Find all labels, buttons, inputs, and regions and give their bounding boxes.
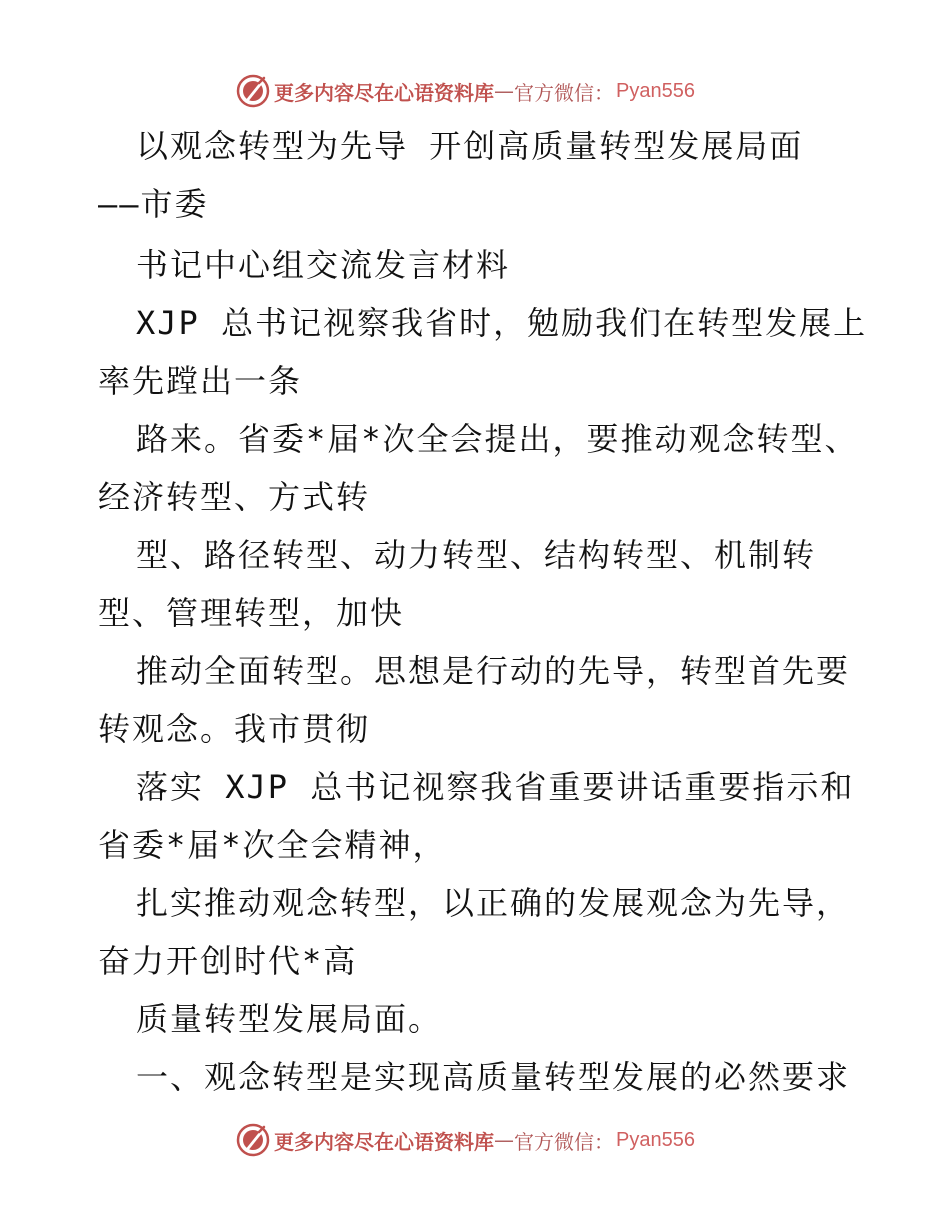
quill-seal-icon	[236, 74, 270, 108]
doc-line: 转观念。我市贯彻	[98, 710, 371, 748]
banner-title: 更多内容尽在心语资料库	[274, 80, 494, 105]
doc-line: 奋力开创时代*高	[98, 942, 358, 980]
doc-line: 路来。省委*届*次全会提出，要推动观念转型、	[136, 420, 859, 458]
doc-line: 扎实推动观念转型，以正确的发展观念为先导，	[136, 884, 851, 922]
banner-wechat-label: 官方微信：	[514, 80, 614, 105]
header-banner	[236, 73, 695, 109]
doc-line: 落实 XJP 总书记视察我省重要讲话重要指示和	[136, 768, 855, 806]
banner-wechat-id: Pyan556	[616, 1128, 695, 1151]
quill-seal-icon	[236, 1123, 270, 1157]
banner-separator: —	[494, 79, 514, 103]
doc-line: 型、路径转型、动力转型、结构转型、机制转	[136, 536, 817, 574]
doc-line: 推动全面转型。思想是行动的先导，转型首先要	[136, 652, 851, 690]
section-heading: 一、观念转型是实现高质量转型发展的必然要求	[136, 1058, 851, 1096]
doc-line: 书记中心组交流发言材料	[136, 246, 511, 284]
footer-banner	[236, 1122, 695, 1158]
doc-line: 率先蹚出一条	[98, 362, 303, 400]
banner-wechat-id: Pyan556	[616, 79, 695, 102]
doc-line: XJP 总书记视察我省时，勉励我们在转型发展上	[136, 304, 868, 342]
banner-wechat-label: 官方微信：	[514, 1129, 614, 1154]
doc-title-line: 以观念转型为先导 开创高质量转型发展局面	[136, 127, 804, 165]
banner-separator: —	[494, 1128, 514, 1152]
doc-line: 型、管理转型，加快	[98, 594, 405, 632]
doc-line: ——市委	[98, 185, 209, 223]
banner-title: 更多内容尽在心语资料库	[274, 1129, 494, 1154]
doc-line: 经济转型、方式转	[98, 478, 371, 516]
doc-line: 质量转型发展局面。	[136, 1000, 443, 1038]
doc-line: 省委*届*次全会精神，	[98, 826, 447, 864]
